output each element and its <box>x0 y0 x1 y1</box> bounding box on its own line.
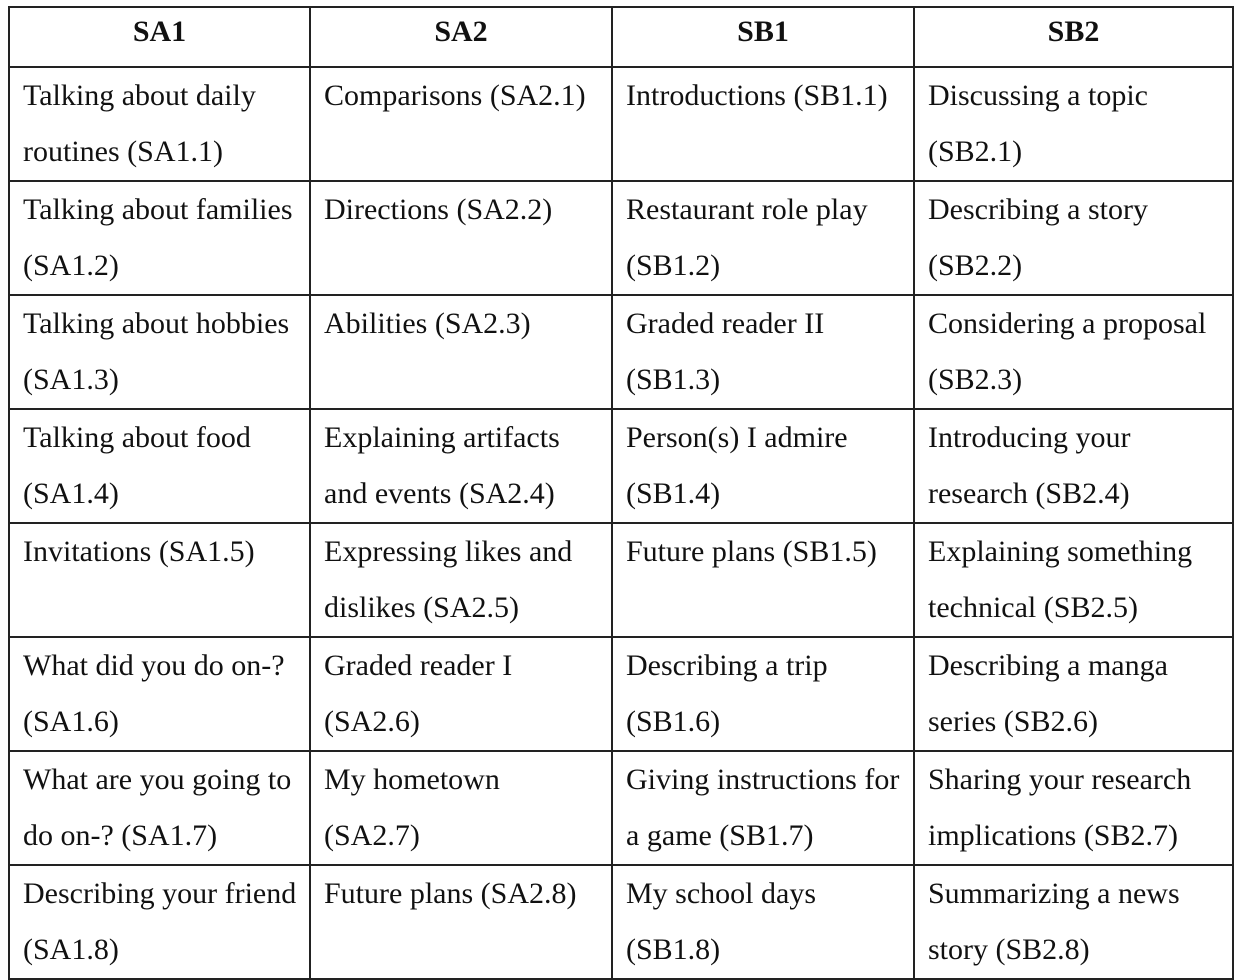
table-row <box>9 637 1233 751</box>
table-row <box>9 523 1233 637</box>
header-sb1: SB1 <box>612 7 914 67</box>
table-row <box>9 295 1233 409</box>
table-cell: Giving instructions for a game (SB1.7) <box>612 751 914 865</box>
table-cell: Sharing your research implications (SB2.7) <box>914 751 1233 865</box>
header-sa1: SA1 <box>9 7 310 67</box>
table-cell: Talking about families (SA1.2) <box>9 181 310 295</box>
table-cell: Abilities (SA2.3) <box>310 295 612 409</box>
table-cell: Future plans (SB1.5) <box>612 523 914 637</box>
table-cell: Graded reader I (SA2.6) <box>310 637 612 751</box>
table-cell: Describing your friend (SA1.8) <box>9 865 310 979</box>
table-cell: Restaurant role play (SB1.2) <box>612 181 914 295</box>
table-cell: Talking about food (SA1.4) <box>9 409 310 523</box>
table-cell: Discussing a topic (SB2.1) <box>914 67 1233 181</box>
table-cell: Introducing your research (SB2.4) <box>914 409 1233 523</box>
table-header <box>9 7 1233 67</box>
table-cell: Talking about hobbies (SA1.3) <box>9 295 310 409</box>
table-cell: My hometown (SA2.7) <box>310 751 612 865</box>
table-cell: Directions (SA2.2) <box>310 181 612 295</box>
topics-table <box>8 6 1234 980</box>
table-cell: Comparisons (SA2.1) <box>310 67 612 181</box>
table-cell: Invitations (SA1.5) <box>9 523 310 637</box>
table-cell: Graded reader II (SB1.3) <box>612 295 914 409</box>
table-row <box>9 751 1233 865</box>
table-cell: Describing a trip (SB1.6) <box>612 637 914 751</box>
table-cell: Describing a story (SB2.2) <box>914 181 1233 295</box>
table-row <box>9 181 1233 295</box>
table-cell: My school days (SB1.8) <box>612 865 914 979</box>
table-cell: Considering a proposal (SB2.3) <box>914 295 1233 409</box>
table-cell: Talking about daily routines (SA1.1) <box>9 67 310 181</box>
table-cell: Introductions (SB1.1) <box>612 67 914 181</box>
table-cell: Explaining artifacts and events (SA2.4) <box>310 409 612 523</box>
header-sb2: SB2 <box>914 7 1233 67</box>
table-cell: Explaining something technical (SB2.5) <box>914 523 1233 637</box>
table-cell: Person(s) I admire (SB1.4) <box>612 409 914 523</box>
table-cell: What did you do on-? (SA1.6) <box>9 637 310 751</box>
table-body <box>9 67 1233 979</box>
table-cell: Summarizing a news story (SB2.8) <box>914 865 1233 979</box>
table-cell: What are you going to do on-? (SA1.7) <box>9 751 310 865</box>
table-row <box>9 409 1233 523</box>
table-row <box>9 67 1233 181</box>
header-sa2: SA2 <box>310 7 612 67</box>
header-row <box>9 7 1233 67</box>
table-cell: Expressing likes and dislikes (SA2.5) <box>310 523 612 637</box>
table-cell: Describing a manga series (SB2.6) <box>914 637 1233 751</box>
table-cell: Future plans (SA2.8) <box>310 865 612 979</box>
table-row <box>9 865 1233 979</box>
